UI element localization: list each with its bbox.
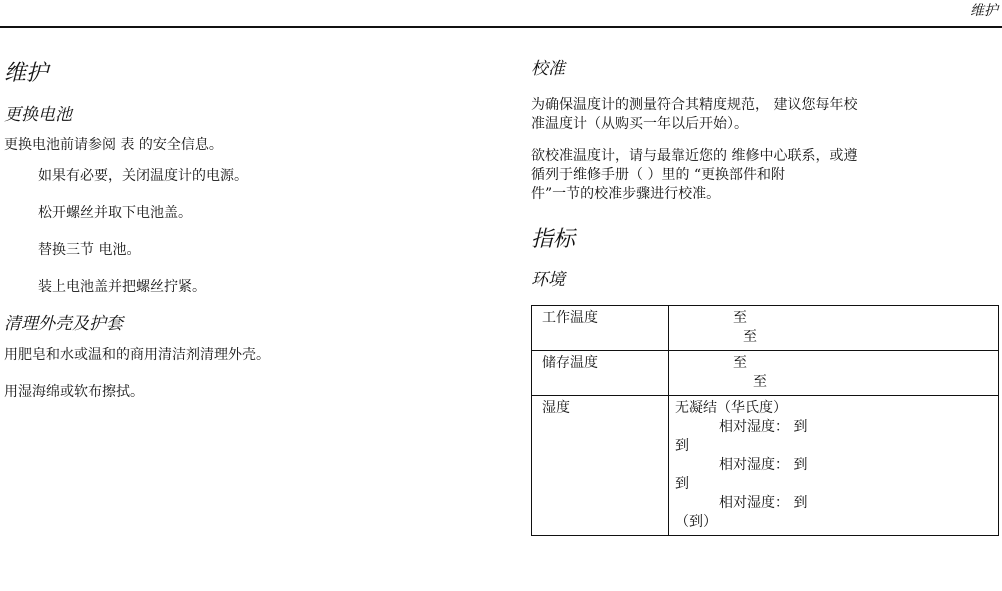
specs-heading: 指标 bbox=[531, 227, 576, 252]
spec-line: 至 bbox=[733, 310, 747, 326]
calibration-para1-line2: 准温度计（从购买一年以后开始）。 bbox=[531, 116, 748, 132]
spec-line: 到 bbox=[675, 438, 689, 454]
running-title: 维护 bbox=[970, 3, 998, 19]
table-row bbox=[532, 306, 999, 351]
spec-value bbox=[669, 351, 999, 396]
spec-value bbox=[669, 396, 999, 536]
battery-heading: 更换电池 bbox=[4, 105, 72, 125]
spec-label: 湿度 bbox=[532, 396, 669, 536]
battery-step-4: 装上电池盖并把螺丝拧紧。 bbox=[38, 279, 206, 295]
section-title: 维护 bbox=[4, 61, 49, 86]
calibration-para1 bbox=[531, 96, 1001, 134]
battery-intro: 更换电池前请参阅 表 的安全信息。 bbox=[4, 137, 223, 153]
spec-label: 储存温度 bbox=[532, 351, 669, 396]
spec-line: 至 bbox=[743, 329, 757, 345]
table-row bbox=[532, 396, 999, 536]
spec-value bbox=[669, 306, 999, 351]
calibration-para1-line1: 为确保温度计的测量符合其精度规范， 建议您每年校 bbox=[531, 97, 858, 113]
calibration-para2 bbox=[531, 147, 1001, 204]
cleaning-line-2: 用湿海绵或软布擦拭。 bbox=[4, 384, 144, 400]
cleaning-heading: 清理外壳及护套 bbox=[4, 314, 123, 334]
spec-line: （到） bbox=[675, 514, 717, 530]
battery-step-1: 如果有必要，关闭温度计的电源。 bbox=[38, 168, 248, 184]
spec-line: 到 bbox=[675, 476, 689, 492]
battery-step-2: 松开螺丝并取下电池盖。 bbox=[38, 205, 192, 221]
spec-line: 相对湿度： 到 bbox=[719, 419, 808, 435]
right-column bbox=[531, 52, 1001, 290]
table-row bbox=[532, 351, 999, 396]
spec-line: 至 bbox=[753, 374, 767, 390]
spec-label: 工作温度 bbox=[532, 306, 669, 351]
calibration-heading: 校准 bbox=[531, 59, 565, 79]
spec-line: 相对湿度： 到 bbox=[719, 495, 808, 511]
battery-step-3: 替换三节 电池。 bbox=[38, 242, 141, 258]
spec-line: 相对湿度： 到 bbox=[719, 457, 808, 473]
cleaning-line-1: 用肥皂和水或温和的商用清洁剂清理外壳。 bbox=[4, 347, 270, 363]
environment-heading: 环境 bbox=[531, 270, 565, 290]
calibration-para2-line2: 循列于维修手册（ ）里的 “更换部件和附 bbox=[531, 167, 786, 183]
header-rule bbox=[0, 26, 1002, 28]
calibration-para2-line1: 欲校准温度计，请与最靠近您的 维修中心联系，或遵 bbox=[531, 148, 858, 164]
spec-line: 至 bbox=[733, 355, 747, 371]
spec-table bbox=[531, 305, 999, 536]
left-column bbox=[4, 52, 494, 402]
spec-line: 无凝结（华氏度） bbox=[675, 400, 787, 416]
calibration-para2-line3: 件”一节的校准步骤进行校准。 bbox=[531, 186, 721, 202]
